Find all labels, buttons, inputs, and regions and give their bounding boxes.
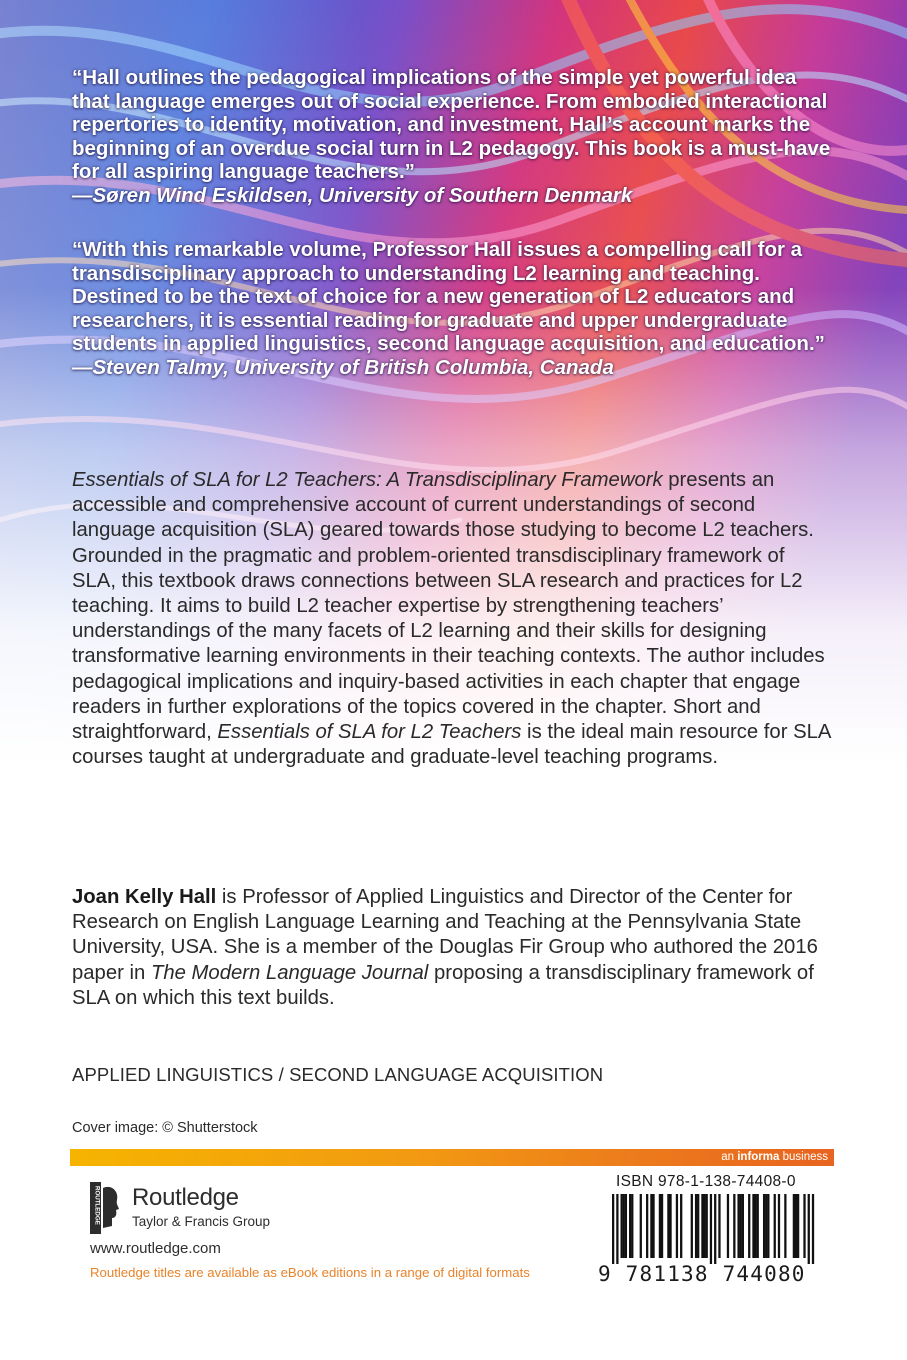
barcode-bar bbox=[625, 1194, 627, 1258]
barcode-bar bbox=[754, 1194, 756, 1258]
barcode-bar bbox=[733, 1194, 735, 1258]
barcode-bar bbox=[767, 1194, 769, 1258]
description-text: presents an accessible and comprehensive account of current understandings of second language acquisition (SLA) geared towards those studying to become L2 teachers. Grounded in the pragmatic and problem-oriented transdisciplinary framework of SLA, this textbook draws connections between SLA research and practices for L2 teaching. It aims to build L2 teacher expertise by strengthening teachers’ understandings of the many facets of L2 learning and their skills for designing transformative learning environments in their teaching contexts. The author includes pedagogical implications and inquiry-based activities in each chapter that engage readers in further explorations of the topics covered in the chapter. Short and straightforward, bbox=[72, 469, 825, 744]
isbn-label: ISBN 978-1-138-74408-0 bbox=[616, 1173, 796, 1190]
barcode-bar bbox=[652, 1194, 654, 1258]
barcode-bar bbox=[646, 1194, 648, 1258]
barcode-bar bbox=[701, 1194, 703, 1258]
barcode-bar bbox=[676, 1194, 678, 1258]
barcode-bar bbox=[784, 1194, 786, 1258]
barcode-bar bbox=[616, 1194, 618, 1264]
publisher-name: Routledge bbox=[132, 1184, 239, 1211]
barcode-bar bbox=[778, 1194, 780, 1258]
author-bio bbox=[72, 885, 832, 1011]
informa-brand: informa bbox=[737, 1151, 780, 1163]
barcode-bar bbox=[757, 1194, 759, 1258]
barcode-bar bbox=[631, 1194, 633, 1258]
book-short-title: Essentials of SLA for L2 Teachers bbox=[217, 721, 522, 744]
barcode-bar bbox=[667, 1194, 669, 1258]
barcode-bar bbox=[612, 1194, 614, 1264]
book-description bbox=[72, 468, 832, 770]
author-bio-text-end: proposing a transdisciplinary framework of SLA on which this text builds. bbox=[72, 961, 814, 1009]
book-title: Essentials of SLA for L2 Teachers: A Transdisciplinary Framework bbox=[72, 469, 663, 491]
barcode-bar bbox=[803, 1194, 805, 1258]
author-bio-text: is Professor of Applied Linguistics and Director of the Center for Research on English Language Learning and Teaching at the Pennsylvania State University, USA. She is a member of the Douglas Fir Group who authored the 2016 paper in bbox=[72, 886, 818, 984]
informa-tagline: an informa business bbox=[721, 1151, 828, 1163]
isbn-barcode bbox=[598, 1194, 818, 1264]
barcode-bar bbox=[748, 1194, 750, 1258]
barcode-bar bbox=[703, 1194, 705, 1258]
logo-vertical-text: ROUTLEDGE bbox=[93, 1186, 101, 1225]
barcode-bar bbox=[765, 1194, 767, 1258]
barcode-bar bbox=[640, 1194, 642, 1258]
barcode-bar bbox=[629, 1194, 631, 1258]
barcode-bar bbox=[623, 1194, 625, 1258]
routledge-logo bbox=[90, 1182, 280, 1234]
barcode-bar bbox=[695, 1194, 697, 1258]
barcode-bar bbox=[691, 1194, 693, 1258]
barcode-bar bbox=[718, 1194, 720, 1258]
barcode-bar bbox=[812, 1194, 814, 1264]
routledge-head-icon bbox=[90, 1182, 120, 1234]
barcode-bar bbox=[621, 1194, 623, 1258]
barcode-bar bbox=[793, 1194, 795, 1258]
barcode-bar bbox=[661, 1194, 663, 1258]
barcode-bar bbox=[737, 1194, 739, 1258]
barcode-digits: 9 781138 744080 bbox=[598, 1262, 806, 1286]
barcode-bar bbox=[808, 1194, 810, 1264]
barcode-bar bbox=[740, 1194, 742, 1258]
quote-attribution: —Steven Talmy, University of British Columbia, Canada bbox=[72, 355, 614, 379]
publisher-group: Taylor & Francis Group bbox=[132, 1214, 271, 1229]
quote-attribution: —Søren Wind Eskildsen, University of Southern Denmark bbox=[72, 183, 633, 207]
barcode-bar bbox=[763, 1194, 765, 1258]
barcode-bar bbox=[706, 1194, 708, 1258]
quote-text: “Hall outlines the pedagogical implications of the simple yet powerful idea that language emerges out of social experience. From embodied interactional repertories to identity, motivation, and investment, Hall’s account marks the beginning of an overdue social turn in L2 pedagogy. This book is a must-have for all aspiring language teachers.” bbox=[72, 66, 831, 183]
barcode-bar bbox=[669, 1194, 671, 1258]
author-name: Joan Kelly Hall bbox=[72, 886, 217, 908]
cover-image-credit: Cover image: © Shutterstock bbox=[72, 1120, 258, 1136]
subject-category: APPLIED LINGUISTICS / SECOND LANGUAGE ACQUISITION bbox=[72, 1064, 604, 1085]
barcode-bar bbox=[797, 1194, 799, 1258]
quote-text: “With this remarkable volume, Professor Hall issues a compelling call for a transdisciplinary approach to understanding L2 learning and teaching. Destined to be the text of choice for a new generation of L2 educators and researchers, it is essential reading for graduate and upper undergraduate students in applied linguistics, second language acquisition, and education.” bbox=[72, 238, 825, 355]
barcode-bar bbox=[650, 1194, 652, 1258]
ebook-availability-note: Routledge titles are available as eBook editions in a range of digital formats bbox=[90, 1265, 530, 1280]
barcode-bar bbox=[742, 1194, 744, 1258]
review-quote-1 bbox=[72, 66, 832, 207]
barcode-bar bbox=[714, 1194, 716, 1264]
barcode-bar bbox=[774, 1194, 776, 1258]
barcode-bar bbox=[710, 1194, 712, 1264]
barcode-bar bbox=[680, 1194, 682, 1258]
barcode-bar bbox=[795, 1194, 797, 1258]
barcode-bar bbox=[659, 1194, 661, 1258]
informa-brand-bar bbox=[70, 1149, 834, 1166]
barcode-bar bbox=[727, 1194, 729, 1258]
description-text-end: is the ideal main resource for SLA courses taught at undergraduate and graduate-level teaching programs. bbox=[72, 721, 831, 769]
barcode-bar bbox=[697, 1194, 699, 1258]
barcode-bar bbox=[752, 1194, 754, 1258]
review-quote-2 bbox=[72, 238, 832, 379]
journal-title: The Modern Language Journal bbox=[150, 961, 429, 984]
publisher-url[interactable]: www.routledge.com bbox=[90, 1240, 221, 1257]
